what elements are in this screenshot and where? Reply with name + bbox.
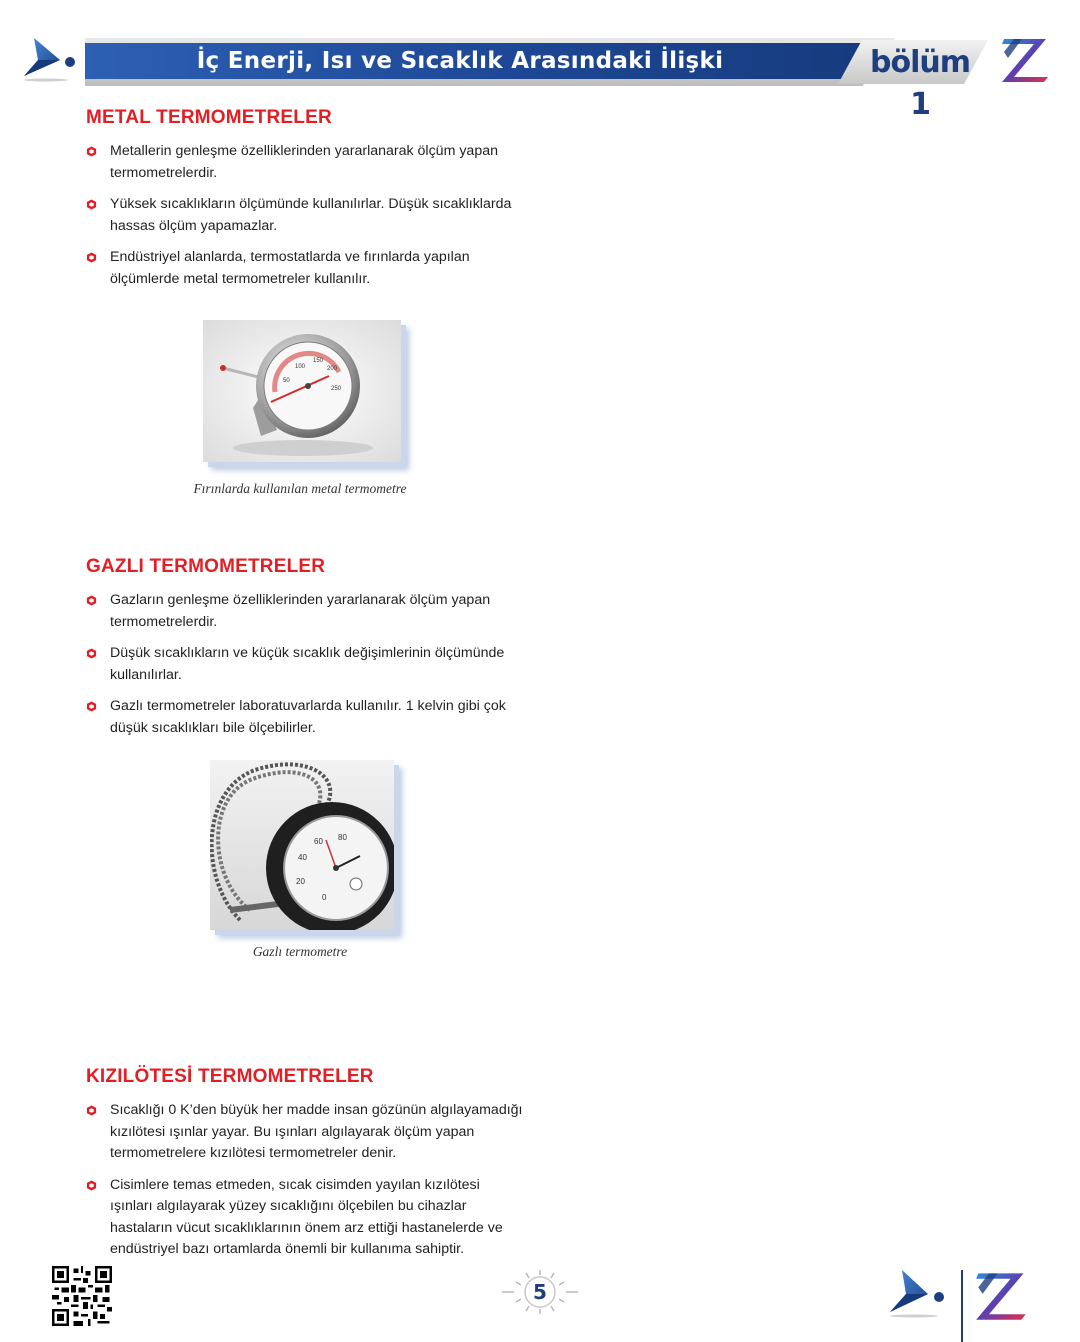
dial-number: 250 — [331, 386, 342, 392]
list-item: Gazlı termometreler laboratuvarlarda kullanılır. 1 kelvin gibi çok düşük sıcaklıkları bile ölçebilirler. — [86, 696, 526, 739]
dial-number: 20 — [296, 877, 305, 886]
hexagon-bullet-icon — [86, 701, 97, 712]
metal-thermometer-photo — [203, 320, 401, 462]
hexagon-bullet-icon — [86, 1105, 97, 1116]
section-heading-gas: GAZLI TERMOMETRELER — [86, 556, 326, 577]
list-item: Düşük sıcaklıkların ve küçük sıcaklık değişimlerinin ölçümünde kullanılırlar. — [86, 643, 526, 686]
dial-number: 60 — [314, 837, 323, 846]
list-item: Sıcaklığı 0 K’den büyük her madde insan gözünün algılayamadığı kızılötesi ışınlar yayar. Bu ışınları algılayarak ölçüm yapan termometrelere kızılötesi termometreler denir. — [86, 1100, 526, 1165]
section-heading-metal: METAL TERMOMETRELER — [86, 107, 332, 128]
hexagon-bullet-icon — [86, 648, 97, 659]
z-brand-logo-icon — [1000, 36, 1052, 84]
dial-number: 100 — [295, 364, 306, 370]
list-item: Gazların genleşme özelliklerinden yararlanarak ölçüm yapan termometrelerdir. — [86, 590, 526, 633]
publisher-logo-icon — [20, 36, 80, 82]
gas-thermometer-photo — [210, 760, 394, 930]
hexagon-bullet-icon — [86, 146, 97, 157]
list-item: Endüstriyel alanlarda, termostatlarda ve fırınlarda yapılan ölçümlerde metal termometreler kullanılır. — [86, 247, 526, 290]
dial-number: 150 — [313, 358, 324, 364]
page-title: İç Enerji, Isı ve Sıcaklık Arasındaki İlişki — [196, 48, 724, 74]
hexagon-bullet-icon — [86, 595, 97, 606]
dial-number: 80 — [338, 833, 347, 842]
footer-divider — [961, 1270, 963, 1342]
chapter-label: bölüm 1 — [870, 45, 970, 122]
dial-number: 40 — [298, 853, 307, 862]
publisher-logo-footer-icon — [886, 1268, 948, 1318]
list-item: Yüksek sıcaklıkların ölçümünde kullanılırlar. Düşük sıcaklıklarda hassas ölçüm yapamazlar. — [86, 194, 526, 237]
figure-caption-metal: Fırınlarda kullanılan metal termometre — [193, 481, 407, 496]
hexagon-bullet-icon — [86, 199, 97, 210]
metal-thermometer-image — [203, 320, 401, 462]
qr-code-icon[interactable] — [52, 1266, 112, 1326]
list-item: Cisimlere temas etmeden, sıcak cisimden yayılan kızılötesi ışınları algılayarak yüzey sıcaklığını ölçebilen bu cihazlar hastaların vücut sıcaklıklarının önem arz ettiği hastanelerde ve endüstriyel bazı ortamlarda önemli bir kullanıma sahiptir. — [86, 1175, 526, 1261]
bullet-list-metal — [86, 141, 526, 300]
z-brand-logo-footer-icon — [974, 1270, 1030, 1322]
bullet-list-gas — [86, 590, 526, 749]
list-item: Metallerin genleşme özelliklerinden yararlanarak ölçüm yapan termometrelerdir. — [86, 141, 526, 184]
dial-number: 0 — [322, 893, 327, 902]
figure-caption-gas: Gazlı termometre — [252, 944, 348, 959]
page-number: 5 — [533, 1280, 547, 1304]
dial-number: 50 — [283, 378, 290, 384]
bullet-list-infrared — [86, 1100, 526, 1271]
dial-number: 200 — [327, 366, 338, 372]
hexagon-bullet-icon — [86, 1180, 97, 1191]
gas-thermometer-image — [210, 760, 394, 930]
section-heading-infrared: KIZILÖTESİ TERMOMETRELER — [86, 1066, 374, 1087]
hexagon-bullet-icon — [86, 252, 97, 263]
